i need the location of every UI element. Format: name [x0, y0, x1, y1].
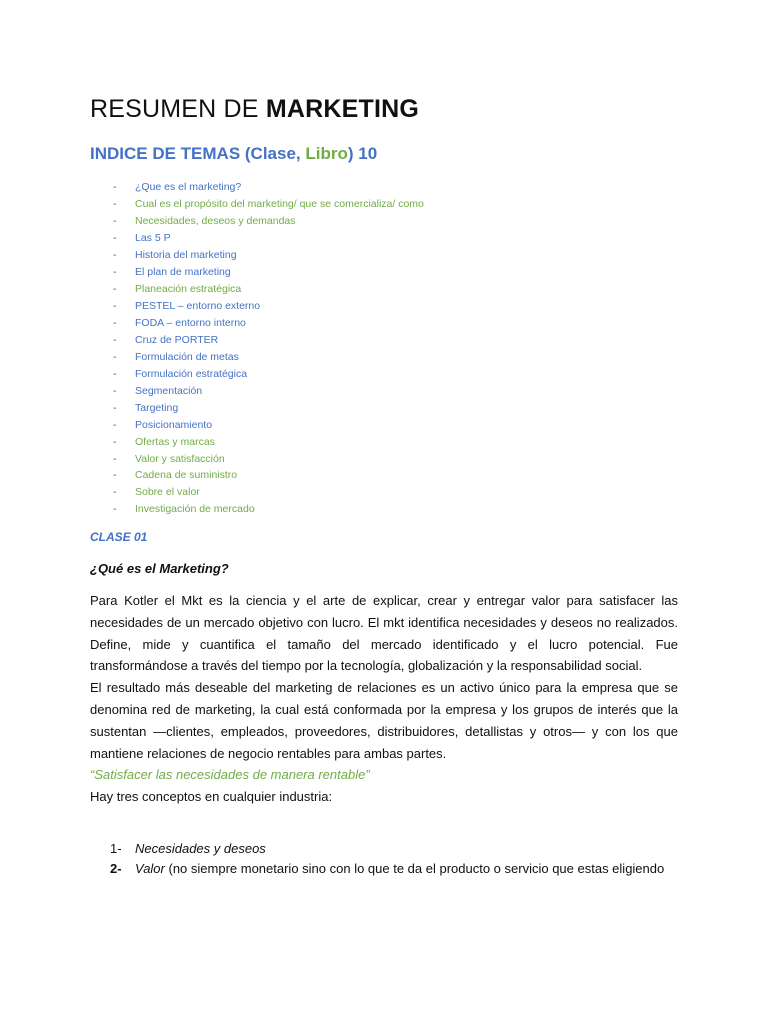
toc-bullet: -: [113, 282, 117, 295]
toc-item-label: Cruz de PORTER: [135, 333, 219, 346]
toc-bullet: -: [113, 231, 117, 244]
toc-item-label: Posicionamiento: [135, 418, 213, 431]
toc-bullet: -: [113, 486, 117, 499]
index-heading-green: Libro: [305, 144, 348, 163]
toc-item: [90, 247, 424, 264]
toc-bullet: -: [113, 197, 117, 210]
toc-item: [90, 349, 424, 366]
concept-term: Necesidades y deseos: [135, 841, 266, 856]
toc-item: [90, 467, 424, 484]
paragraph-3: Hay tres conceptos en cualquier industria:: [90, 789, 333, 805]
toc-bullet: -: [113, 384, 117, 397]
toc-item: [90, 179, 424, 196]
toc-bullet: -: [113, 316, 117, 329]
toc-item-label: Formulación estratégica: [135, 367, 248, 380]
toc-item-label: Cadena de suministro: [135, 469, 238, 482]
concept-item: [110, 859, 670, 879]
toc-item: [90, 383, 424, 400]
concepts-list: [110, 839, 670, 879]
toc-bullet: -: [113, 214, 117, 227]
toc-item: [90, 315, 424, 332]
toc-item-label: El plan de marketing: [135, 265, 231, 278]
toc-item: [90, 451, 424, 468]
concept-number: 1-: [110, 841, 122, 856]
toc-item-label: FODA – entorno interno: [135, 316, 246, 329]
concept-text: [135, 859, 664, 879]
toc-item: [90, 366, 424, 383]
quote: “Satisfacer las necesidades de manera rentable”: [90, 767, 370, 783]
toc-item-label: ¿Que es el marketing?: [135, 181, 242, 193]
index-heading-suffix: ) 10: [347, 144, 378, 163]
toc-item-label: Planeación estratégica: [135, 282, 242, 295]
toc-bullet: -: [113, 181, 117, 193]
body-text: [90, 590, 678, 808]
toc-bullet: -: [113, 503, 117, 516]
toc-item: [90, 484, 424, 501]
toc-item-label: Targeting: [135, 401, 179, 414]
toc-item: [90, 400, 424, 417]
toc-item-label: Sobre el valor: [135, 486, 200, 499]
toc-item: [90, 298, 424, 315]
toc-item: [90, 264, 424, 281]
index-heading: [90, 144, 377, 164]
concept-text: [135, 839, 266, 859]
toc-bullet: -: [113, 333, 117, 346]
toc-item: [90, 332, 424, 349]
toc-item: [90, 281, 424, 298]
paragraph-1: Para Kotler el Mkt es la ciencia y el arte de explicar, crear y entregar valor para satisfacer las necesidades de un mercado objetivo con lucro. El mkt identifica necesidades y deseos no realizados. Define, mide y cuantifica el tamaño del mercado identificado y el lucro potencial. Fue transformándose a través del tiempo por la tecnología, globalización y la responsabilidad social.: [90, 593, 678, 674]
document-title: [90, 95, 419, 124]
toc-bullet: -: [113, 367, 117, 380]
index-heading-label: INDICE DE TEMAS (Clase,: [90, 144, 306, 163]
concept-number: 2-: [110, 861, 122, 876]
toc-item-label: Formulación de metas: [135, 350, 239, 363]
toc-item-label: Necesidades, deseos y demandas: [135, 214, 296, 227]
toc-item: [90, 501, 424, 518]
concept-description: (no siempre monetario sino con lo que te da el producto o servicio que estas eligiendo: [164, 861, 665, 876]
toc-item: [90, 213, 424, 230]
title-bold: MARKETING: [265, 95, 420, 123]
toc-item-label: PESTEL – entorno externo: [135, 299, 261, 312]
toc-item-label: Ofertas y marcas: [135, 435, 215, 448]
toc-bullet: -: [113, 401, 117, 414]
toc-bullet: -: [113, 435, 117, 448]
toc-bullet: -: [113, 350, 117, 363]
toc-item: [90, 434, 424, 451]
toc-item-label: Investigación de mercado: [135, 503, 255, 516]
toc-bullet: -: [113, 418, 117, 431]
table-of-contents: [90, 179, 424, 518]
toc-bullet: -: [113, 469, 117, 482]
section-heading: ¿Qué es el Marketing?: [90, 561, 229, 576]
toc-item: [90, 230, 424, 247]
toc-item: [90, 196, 424, 213]
toc-item: [90, 417, 424, 434]
toc-item-label: Las 5 P: [135, 231, 171, 244]
toc-item-label: Valor y satisfacción: [135, 452, 225, 465]
toc-bullet: -: [113, 299, 117, 312]
section-label: CLASE 01: [90, 530, 148, 544]
concept-term: Valor: [135, 861, 165, 876]
toc-item-label: Segmentación: [135, 384, 203, 397]
toc-bullet: -: [113, 248, 117, 261]
title-prefix: RESUMEN DE: [90, 95, 266, 123]
paragraph-2: El resultado más deseable del marketing de relaciones es un activo único para la empresa que se denomina red de marketing, la cual está conformada por la empresa y los grupos de interés que la sustentan —clientes, empleados, proveedores, distribuidores, detallistas y otros— y con los que mantiene relaciones de negocio rentables para ambas partes.: [90, 680, 678, 761]
concept-item: [110, 839, 670, 859]
toc-item-label: Historia del marketing: [135, 248, 237, 261]
toc-bullet: -: [113, 265, 117, 278]
toc-bullet: -: [113, 452, 117, 465]
toc-item-label: Cual es el propósito del marketing/ que se comercializa/ como: [135, 197, 424, 210]
